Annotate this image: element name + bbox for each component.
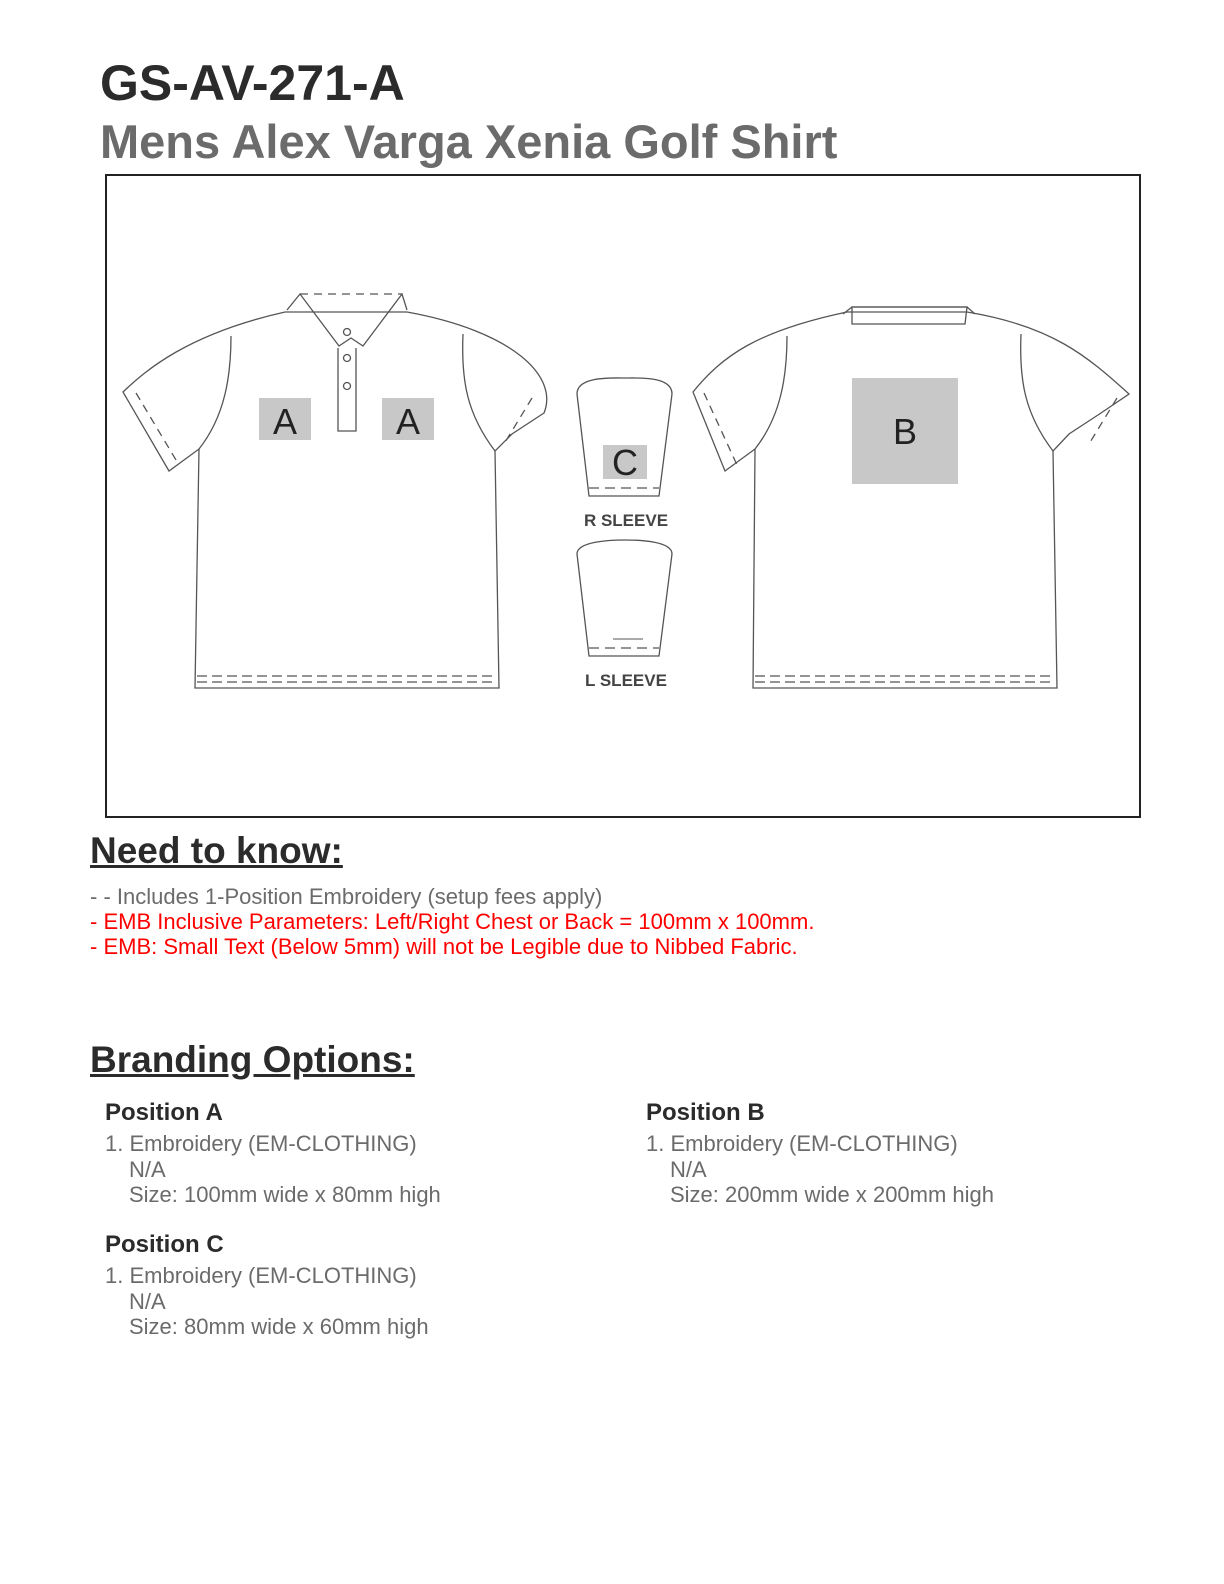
- back-shirt-outline: [693, 307, 1129, 688]
- marker-a-left-label: A: [272, 401, 298, 442]
- position-b-title: Position B: [646, 1099, 765, 1126]
- marker-b-label: B: [892, 411, 918, 452]
- branding-options-heading: Branding Options:: [90, 1039, 415, 1080]
- product-code: GS-AV-271-A: [100, 55, 405, 111]
- garment-diagram: [107, 176, 1143, 820]
- product-title: Mens Alex Varga Xenia Golf Shirt: [100, 115, 838, 168]
- position-c-method: 1. Embroidery (EM-CLOTHING): [105, 1263, 417, 1288]
- position-b-method: 1. Embroidery (EM-CLOTHING): [646, 1131, 958, 1156]
- r-sleeve-label: R SLEEVE: [583, 511, 669, 530]
- position-a-note: N/A: [129, 1156, 166, 1182]
- position-c-title: Position C: [105, 1231, 224, 1258]
- note-line: - EMB Inclusive Parameters: Left/Right Chest or Back = 100mm x 100mm.: [90, 909, 815, 934]
- front-shirt-outline: [123, 294, 547, 688]
- need-to-know-notes: [90, 884, 814, 959]
- position-a-title: Position A: [105, 1099, 223, 1126]
- position-b-block: [646, 1101, 994, 1208]
- position-c-note: N/A: [129, 1288, 166, 1314]
- position-b-note: N/A: [670, 1156, 707, 1182]
- l-sleeve-label: L SLEEVE: [585, 671, 667, 690]
- position-b-size: Size: 200mm wide x 200mm high: [670, 1182, 995, 1207]
- position-c-size: Size: 80mm wide x 60mm high: [129, 1314, 429, 1339]
- position-c-block: [105, 1233, 429, 1340]
- position-a-size: Size: 100mm wide x 80mm high: [129, 1182, 441, 1207]
- position-a-method: 1. Embroidery (EM-CLOTHING): [105, 1131, 417, 1156]
- l-sleeve-outline: [577, 540, 672, 656]
- marker-a-right-label: A: [395, 401, 421, 442]
- note-line: - - Includes 1-Position Embroidery (setup fees apply): [90, 884, 603, 909]
- position-a-block: [105, 1101, 441, 1208]
- need-to-know-heading: Need to know:: [90, 830, 343, 871]
- marker-c-label: C: [612, 442, 638, 483]
- note-line: - EMB: Small Text (Below 5mm) will not be Legible due to Nibbed Fabric.: [90, 934, 798, 959]
- garment-diagram-frame: [105, 174, 1141, 818]
